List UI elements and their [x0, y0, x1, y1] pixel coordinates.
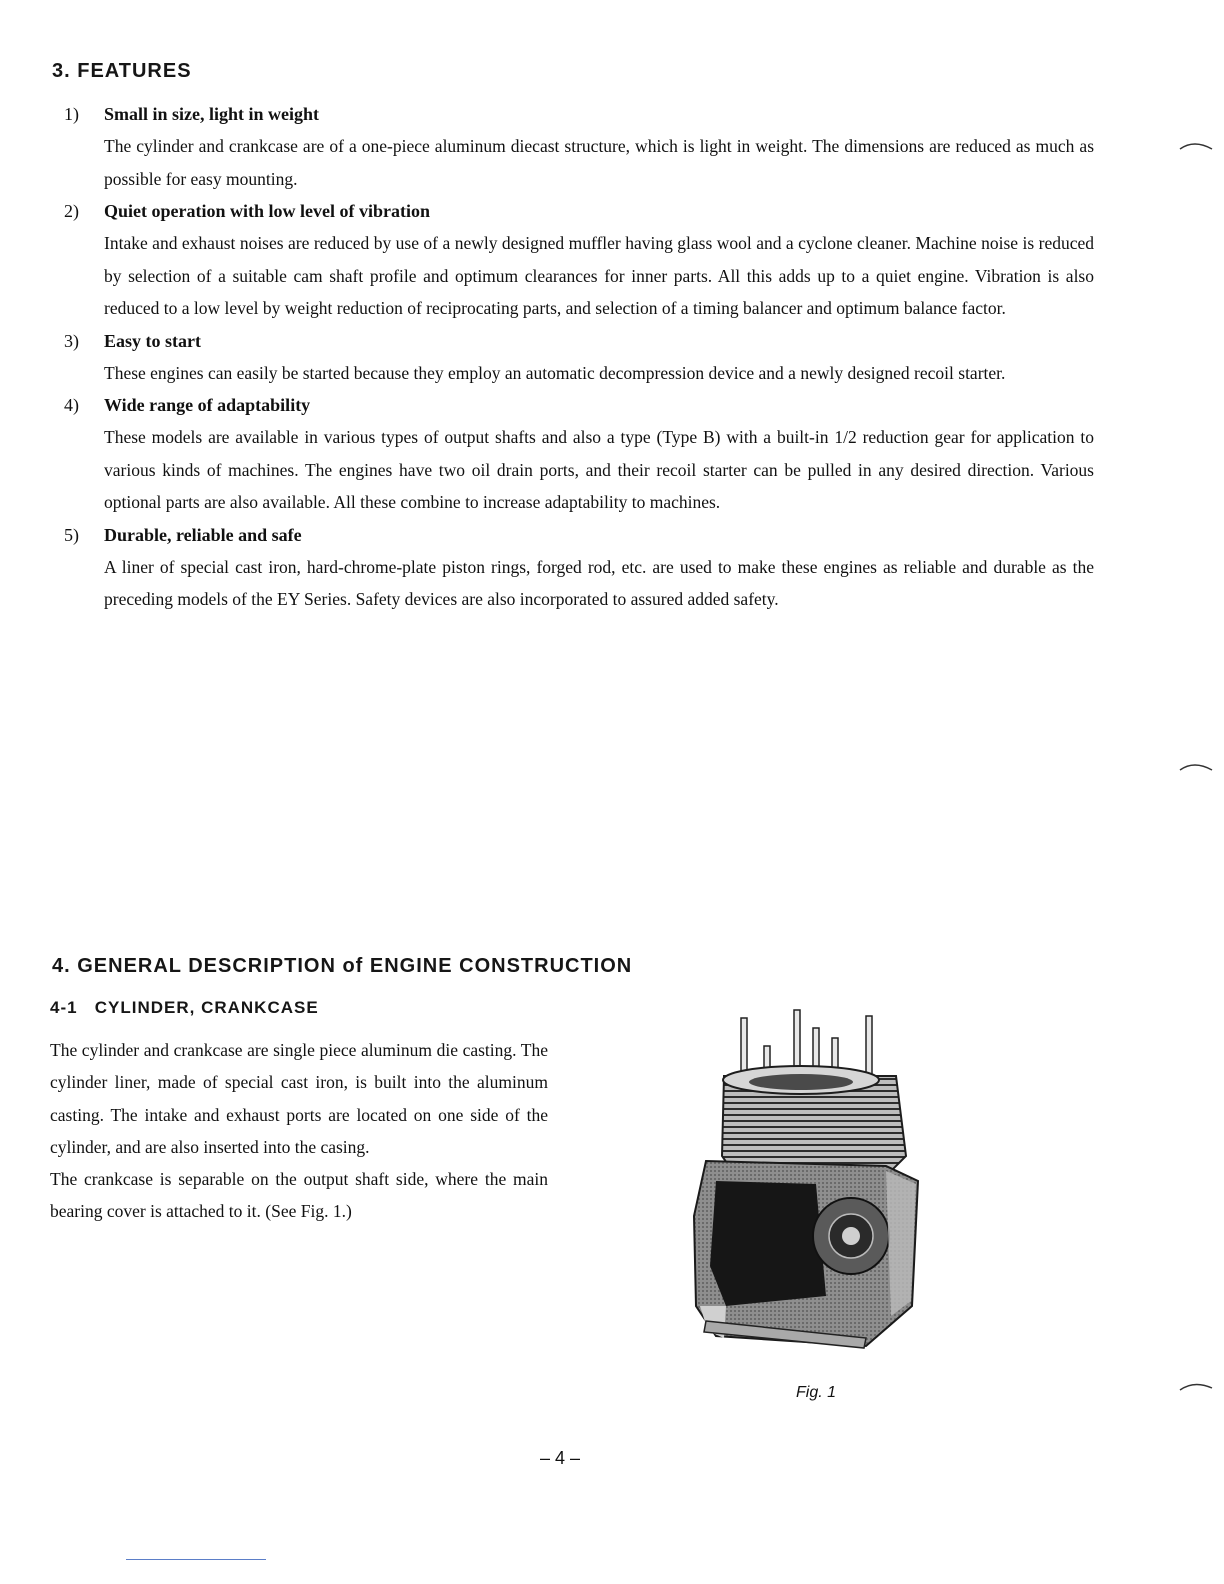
feature-number: 5): [64, 524, 79, 545]
feature-number: 4): [64, 395, 79, 415]
feature-number: 2): [64, 201, 79, 221]
engine-crankcase-photo: [686, 1006, 926, 1351]
feature-item: [64, 98, 1094, 195]
features-list: [64, 98, 1094, 616]
feature-title: Durable, reliable and safe: [104, 524, 302, 545]
feature-title: Easy to start: [104, 330, 201, 351]
feature-item: [64, 389, 1094, 519]
feature-title: Wide range of adaptability: [104, 395, 311, 415]
feature-body: These models are available in various types of output shafts and also a type (Type B) with a built-in 1/2 reduction gear for application to various kinds of machines. The engines have two oil drain ports, and their recoil starter can be pulled in any desired direction. Various optional parts are also available. All these combine to increase adaptability to machines.: [104, 427, 1094, 512]
feature-item: [64, 325, 1094, 390]
cylinder-crankcase-description: [50, 1034, 548, 1228]
feature-body: The cylinder and crankcase are of a one-piece aluminum diecast structure, which is light in weight. The dimensions are reduced as much as possible for easy mounting.: [104, 136, 1094, 189]
section-3-heading: 3. FEATURES: [52, 60, 192, 82]
feature-item: [64, 519, 1094, 616]
subsection-4-1-heading: 4-1 CYLINDER, CRANKCASE: [50, 998, 319, 1017]
feature-item: [64, 195, 1094, 325]
feature-title: Quiet operation with low level of vibration: [104, 201, 430, 221]
feature-body: These engines can easily be started because they employ an automatic decompression device and a newly designed recoil starter.: [104, 362, 1006, 383]
page-number: – 4 –: [539, 1448, 581, 1468]
description-paragraph: The crankcase is separable on the output shaft side, where the main bearing cover is attached to it. (See Fig. 1.): [50, 1169, 548, 1222]
feature-body: A liner of special cast iron, hard-chrome-plate piston rings, forged rod, etc. are used to make these engines as reliable and durable as the preceding models of the EY Series. Safety devices are also incorporated to assured added safety.: [104, 556, 1094, 609]
footer-rule: [126, 1559, 266, 1560]
feature-number: 3): [64, 330, 79, 351]
feature-number: 1): [64, 104, 79, 124]
section-4-heading: 4. GENERAL DESCRIPTION of ENGINE CONSTRUCTION: [52, 955, 633, 977]
description-paragraph: The cylinder and crankcase are single piece aluminum die casting. The cylinder liner, made of special cast iron, is built into the aluminum casting. The intake and exhaust ports are located on one side of the cylinder, and are also inserted into the casing.: [50, 1040, 548, 1157]
figure-caption: Fig. 1: [796, 1384, 837, 1401]
margin-binding-mark: [1178, 139, 1214, 153]
margin-binding-mark: [1178, 1380, 1214, 1394]
margin-binding-mark: [1178, 760, 1214, 774]
feature-body: Intake and exhaust noises are reduced by use of a newly designed muffler having glass wool and a cyclone cleaner. Machine noise is reduced by selection of a suitable cam shaft profile and optimum clearances for inner parts. All this adds up to a quiet engine. Vibration is also reduced to a low level by weight reduction of reciprocating parts, and selection of a timing balancer and optimum balance factor.: [104, 233, 1094, 318]
feature-title: Small in size, light in weight: [104, 104, 320, 124]
